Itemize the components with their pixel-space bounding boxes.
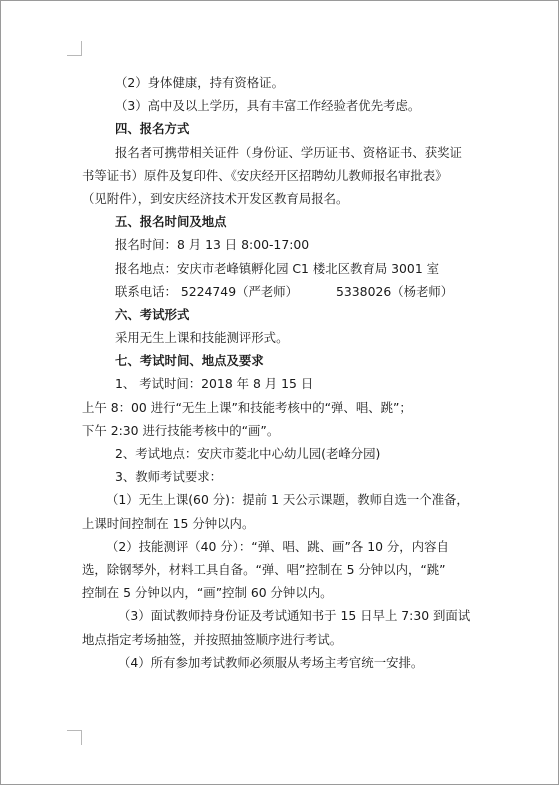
requirement-item-1-line-1: （1）无生上课(60 分)：提前 1 天公示课题，教师自选一个准备， [106,492,469,508]
requirement-item-1-line-2: 上课时间控制在 15 分钟以内。 [82,515,255,531]
registration-method-line-1: 报名者可携带相关证件（身份证、学历证书、资格证书、获奖证 [115,144,462,160]
section-heading-6: 六、考试形式 [115,306,190,322]
requirement-2: （2）身体健康，持有资格证。 [115,75,284,90]
requirement-item-4: （4）所有参加考试教师必须服从考场主考官统一安排。 [118,654,424,670]
exam-date: 1、 考试时间：2018 年 8 月 15 日 [115,376,314,392]
registration-time: 报名时间：8 月 13 日 8:00-17:00 [115,237,310,253]
section-heading-5: 五、报名时间及地点 [115,214,227,230]
document-body [82,71,482,674]
crop-mark-top-left [67,41,82,56]
exam-morning-schedule: 上午 8：00 进行“无生上课”和技能考核中的“弹、唱、跳”； [82,399,412,415]
crop-mark-bottom-left [67,730,82,745]
contact-phone-1: 联系电话： 5224749（严老师） [115,283,299,299]
requirement-item-2-line-1: （2）技能测评（40 分）：“弹、唱、跳、画”各 10 分，内容自 [106,538,449,554]
section-heading-4: 四、报名方式 [115,121,190,137]
registration-location: 报名地点：安庆市老峰镇孵化园 C1 楼北区教育局 3001 室 [115,260,440,276]
exam-location: 2、考试地点：安庆市菱北中心幼儿园(老峰分园) [115,446,381,461]
contact-phone-2: 5338026（杨老师） [336,283,454,299]
contact-phone-line [82,280,482,303]
exam-format: 采用无生上课和技能测评形式。 [115,330,289,346]
requirement-item-2-line-2: 选，除钢琴外，材料工具自备。“弹、唱”控制在 5 分钟以内，“跳” [82,561,446,577]
exam-afternoon-schedule: 下午 2:30 进行技能考核中的“画”。 [82,422,280,438]
requirement-3: （3）高中及以上学历，具有丰富工作经验者优先考虑。 [115,98,421,114]
section-heading-7: 七、考试时间、地点及要求 [115,353,264,369]
requirement-item-2-line-3: 控制在 5 分钟以内，“画”控制 60 分钟以内。 [82,585,333,601]
requirement-item-3-line-2: 地点指定考场抽签，并按照抽签顺序进行考试。 [82,631,343,647]
registration-method-line-2: 书等证书）原件及复印件、《安庆经开区招聘幼儿教师报名审批表》 [82,167,448,183]
teacher-requirements-heading: 3、教师考试要求： [115,469,223,485]
requirement-item-3-line-1: （3）面试教师持身份证及考试通知书于 15 日早上 7:30 到面试 [118,608,471,624]
registration-method-line-3: （见附件），到安庆经济技术开发区教育局报名。 [82,190,349,206]
